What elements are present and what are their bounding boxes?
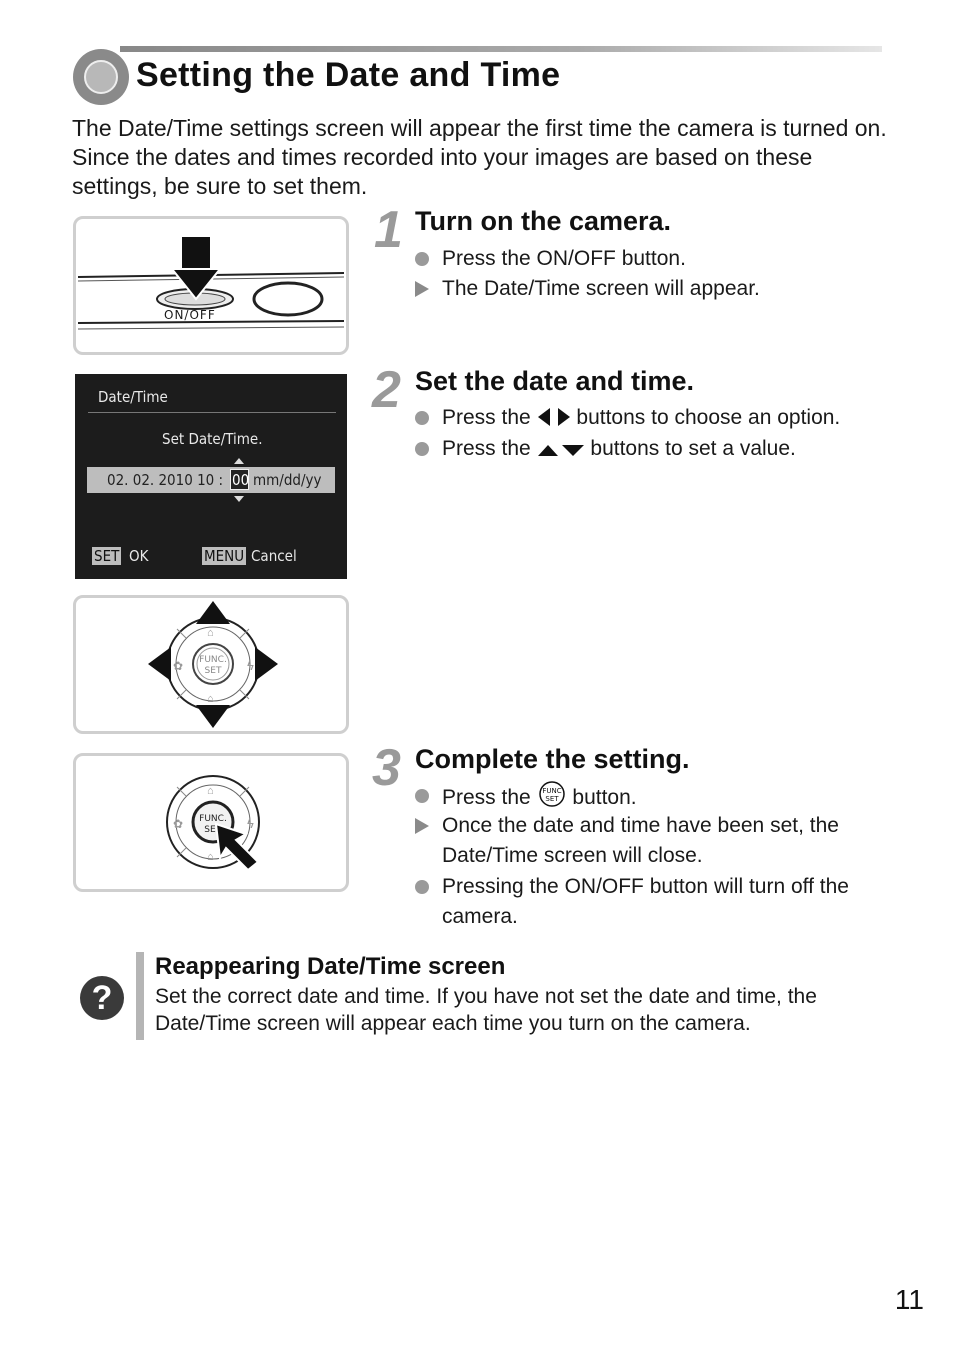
step-1-item-2: The Date/Time screen will appear. — [415, 274, 885, 304]
bullet-dot-icon — [415, 789, 429, 803]
power-button-illustration — [73, 216, 349, 355]
svg-text:⌂: ⌂ — [207, 785, 214, 797]
step-3-item-3: Pressing the ON/OFF button will turn off the camera. — [415, 872, 885, 932]
lcd-down-arrow-icon — [234, 496, 244, 502]
step-2-number: 2 — [372, 361, 401, 419]
step-1-item-1: Press the ON/OFF button. — [415, 244, 885, 274]
bullet-dot-icon — [415, 252, 429, 266]
svg-text:ϟ: ϟ — [247, 658, 254, 673]
bullet-dot-icon — [415, 442, 429, 456]
step-1-title: Turn on the camera. — [415, 206, 672, 236]
svg-text:✿: ✿ — [173, 659, 184, 673]
step-1-number: 1 — [374, 201, 403, 259]
lcd-ok-label: OK — [129, 547, 149, 565]
lcd-set-key: SET — [94, 547, 120, 565]
intro-paragraph: The Date/Time settings screen will appear the first time the camera is turned on. Since the dates and times recorded into your images are based on these settings, be sure to set them. — [72, 115, 887, 199]
func-set-button-icon — [537, 781, 567, 807]
svg-text:⌂: ⌂ — [207, 851, 214, 863]
lcd-divider — [88, 412, 336, 413]
page-number: 11 — [894, 1284, 924, 1315]
svg-text:FUNC.: FUNC. — [199, 814, 227, 824]
control-dial-arrows-illustration — [73, 595, 349, 734]
page-title: Setting the Date and Time — [136, 56, 561, 94]
svg-text:✿: ✿ — [173, 817, 184, 831]
step-3-item-2: Once the date and time have been set, the Date/Time screen will close. — [415, 811, 885, 871]
section-bullet-inner — [84, 60, 118, 94]
left-right-buttons-icon — [537, 407, 571, 427]
tip-title: Reappearing Date/Time screen — [155, 953, 506, 980]
svg-text:SET: SET — [544, 795, 559, 803]
result-triangle-icon — [415, 818, 429, 834]
lcd-up-arrow-icon — [234, 458, 244, 464]
func-label-top: FUNC. — [199, 655, 227, 665]
lcd-menu-key: MENU — [204, 547, 245, 565]
lcd-format: mm/dd/yy — [253, 471, 322, 489]
step-2-item-2: Press the buttons to set a value. — [415, 434, 885, 464]
svg-text:ϟ: ϟ — [247, 816, 254, 831]
bullet-dot-icon — [415, 411, 429, 425]
question-icon: ? — [80, 976, 124, 1020]
svg-text:FUNC: FUNC — [541, 787, 562, 795]
svg-text:⌂: ⌂ — [207, 627, 214, 639]
on-off-label: ON/OFF — [164, 308, 216, 322]
svg-text:⌂: ⌂ — [207, 693, 214, 705]
tip-body: Set the correct date and time. If you have not set the date and time, the Date/Time screen will appear each time you turn on the camera. — [155, 985, 817, 1035]
tip-bar — [136, 952, 144, 1040]
step-2-item-1: Press the buttons to choose an option. — [415, 403, 885, 433]
func-set-press-illustration — [73, 753, 349, 892]
up-down-buttons-icon — [537, 442, 585, 458]
step-3-item-1: Press the FUNC SET button. — [415, 781, 885, 813]
result-triangle-icon — [415, 281, 429, 297]
step-3-number: 3 — [372, 739, 401, 797]
lcd-selected-value: 00 — [232, 471, 250, 489]
title-rule — [120, 46, 882, 52]
bullet-dot-icon — [415, 880, 429, 894]
func-label-bottom: SET — [204, 666, 222, 676]
svg-text:SE: SE — [204, 825, 216, 835]
date-time-lcd-screen — [75, 374, 347, 579]
step-2-title: Set the date and time. — [415, 366, 695, 396]
step-3-title: Complete the setting. — [415, 744, 690, 774]
lcd-heading: Date/Time — [98, 388, 168, 406]
lcd-cancel-label: Cancel — [251, 547, 297, 565]
lcd-subheading: Set Date/Time. — [162, 430, 263, 448]
lcd-date-value: 02. 02. 2010 10 : — [107, 471, 224, 489]
